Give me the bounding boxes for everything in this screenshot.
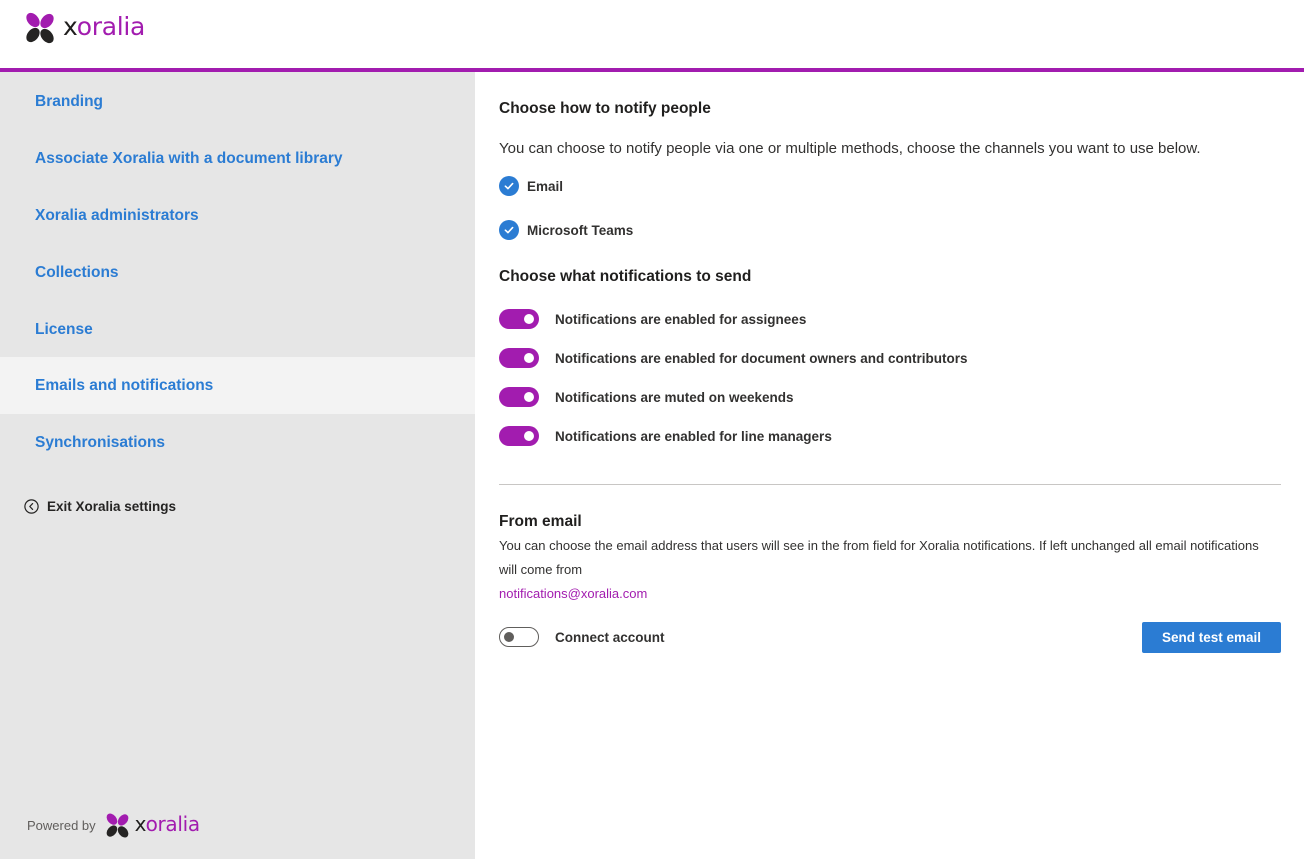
exit-settings-label: Exit Xoralia settings bbox=[47, 499, 177, 514]
toggle-row-weekends bbox=[499, 387, 794, 407]
toggle-label: Notifications are enabled for document owners and contributors bbox=[555, 350, 968, 366]
toggle-knob bbox=[524, 353, 534, 363]
powered-by-wordmark: xoralia bbox=[134, 812, 200, 836]
notify-heading: Choose how to notify people bbox=[499, 100, 711, 117]
sidebar-item-label: Branding bbox=[35, 92, 104, 110]
sidebar-item-label: Collections bbox=[35, 263, 119, 281]
owners-contributors-toggle[interactable] bbox=[499, 348, 539, 368]
checkmark-icon bbox=[499, 176, 519, 196]
toggle-label: Notifications are muted on weekends bbox=[555, 389, 794, 405]
header-logo[interactable] bbox=[23, 11, 145, 45]
send-test-email-button[interactable]: Send test email bbox=[1142, 622, 1281, 653]
toggle-knob bbox=[524, 314, 534, 324]
channel-label: Email bbox=[527, 178, 564, 194]
settings-sidebar bbox=[0, 72, 475, 859]
powered-by bbox=[27, 812, 200, 839]
logo-wordmark: xoralia bbox=[63, 11, 146, 41]
sidebar-item-administrators[interactable] bbox=[0, 187, 475, 244]
xoralia-logo-icon bbox=[23, 11, 57, 45]
toggle-label: Connect account bbox=[555, 629, 665, 645]
sidebar-item-label: Synchronisations bbox=[35, 433, 166, 451]
channel-label: Microsoft Teams bbox=[527, 222, 634, 238]
connect-account-toggle[interactable] bbox=[499, 627, 539, 647]
channel-teams-checkbox[interactable] bbox=[499, 220, 633, 240]
toggle-row-owners bbox=[499, 348, 968, 368]
powered-by-label: Powered by bbox=[27, 818, 96, 833]
checkmark-icon bbox=[499, 220, 519, 240]
toggle-knob bbox=[504, 632, 514, 642]
section-divider bbox=[499, 484, 1281, 485]
from-email-heading: From email bbox=[499, 513, 582, 530]
toggle-knob bbox=[524, 431, 534, 441]
notify-description: You can choose to notify people via one or multiple methods, choose the channels you want to use below. bbox=[499, 140, 1201, 157]
channel-email-checkbox[interactable] bbox=[499, 176, 563, 196]
from-email-address[interactable]: notifications@xoralia.com bbox=[499, 586, 648, 601]
sidebar-item-label: License bbox=[35, 320, 93, 338]
sidebar-item-label: Xoralia administrators bbox=[35, 206, 199, 224]
weekends-mute-toggle[interactable] bbox=[499, 387, 539, 407]
sidebar-item-synchronisations[interactable] bbox=[0, 414, 475, 471]
sidebar-item-document-library[interactable] bbox=[0, 130, 475, 187]
toggle-row-assignees bbox=[499, 309, 806, 329]
notifications-heading: Choose what notifications to send bbox=[499, 268, 752, 285]
sidebar-item-branding[interactable] bbox=[0, 73, 475, 130]
sidebar-item-label: Associate Xoralia with a document library bbox=[35, 149, 343, 167]
sidebar-item-emails-notifications[interactable] bbox=[0, 357, 475, 414]
line-managers-toggle[interactable] bbox=[499, 426, 539, 446]
toggle-row-connect-account bbox=[499, 627, 665, 647]
sidebar-item-license[interactable] bbox=[0, 301, 475, 358]
sidebar-item-label: Emails and notifications bbox=[35, 376, 214, 394]
chevron-left-circle-icon bbox=[24, 499, 39, 514]
settings-main bbox=[475, 72, 1304, 859]
toggle-label: Notifications are enabled for line managers bbox=[555, 428, 832, 444]
toggle-knob bbox=[524, 392, 534, 402]
assignees-toggle[interactable] bbox=[499, 309, 539, 329]
sidebar-item-collections[interactable] bbox=[0, 244, 475, 301]
from-email-description: You can choose the email address that users will see in the from field for Xoralia notifications. If left unchanged all email notifications will come from bbox=[499, 538, 1259, 577]
toggle-row-line-managers bbox=[499, 426, 832, 446]
xoralia-logo-icon bbox=[104, 812, 131, 839]
toggle-label: Notifications are enabled for assignees bbox=[555, 311, 807, 327]
exit-settings-link[interactable] bbox=[24, 499, 176, 514]
top-bar bbox=[0, 0, 1304, 68]
